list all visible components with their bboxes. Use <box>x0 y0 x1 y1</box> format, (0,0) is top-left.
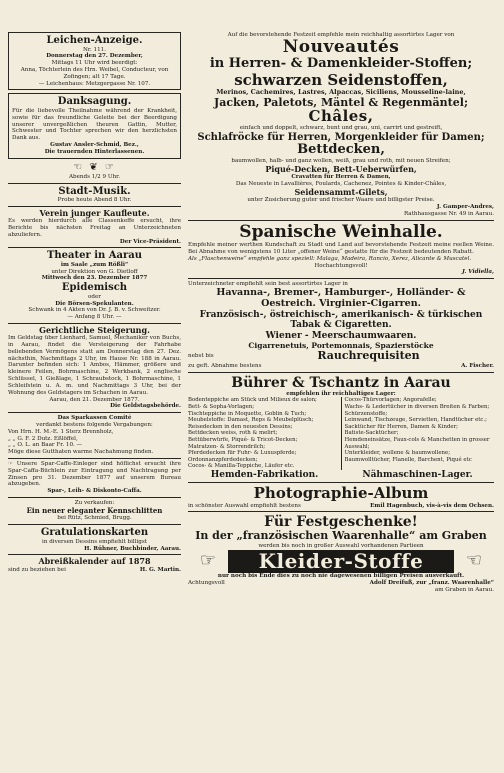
buhrer-list-item: Pferdedecken für Fuhr- & Luxuspferde; <box>188 450 297 457</box>
theater-title: Theater in Aarau <box>46 250 143 262</box>
gamper-line11: Piqué-Decken, Bett-Ueberwürfen, <box>265 164 417 175</box>
spanisch-greet: Hochachtungsvoll! <box>314 262 368 269</box>
verkauf <box>8 500 181 522</box>
buhrer-list-item: Leinwand, Tischzeuge, Servietten, Handtücher etc.; <box>344 417 487 424</box>
stadt-title: Stadt-Musik. <box>58 185 131 197</box>
fischer-l4: Tabak & Cigaretten. <box>290 320 392 331</box>
gamper-intro: Auf die bevorstehende Festzeit empfehle mein reichhaltig assortirtes Lager von <box>227 32 455 38</box>
verein-sign: Der Vice-Präsident. <box>119 238 181 245</box>
grat-sign: H. Rühner, Buchbinder, Aarau. <box>84 545 181 552</box>
theater-sub: im Saale „zum Rößli“ <box>60 261 129 268</box>
dreifuss-sub: werden bis noch in großer Auswahl vorhandenen Partieen <box>258 543 424 550</box>
fischer-l8: zu geft. Abnahme bestens <box>188 362 262 369</box>
pointing-hand-icon: ☞ <box>8 461 17 467</box>
buhrer-list-item: Bodenteppiche am Stück und Milieux de salon; <box>188 397 317 404</box>
fischer-l5: Wiener - Meerschaumwaaren. <box>265 330 417 341</box>
buhrer-list-item: Baumwolltücher, Flanelle, Barchent, Piqué etc <box>344 456 472 463</box>
buhrer-list-item: Ordonnanzpferdedecken; <box>188 456 258 463</box>
dreifuss-greet: Achtungsvoll <box>188 579 225 586</box>
buhrer-list-item: Meubelstoffe: Damast, Reps & Meubelplüsch; <box>188 417 314 424</box>
dreifuss-addr: am Graben in Aarau. <box>434 586 494 593</box>
fischer-l7: Rauchrequisiten <box>317 349 420 363</box>
spar-l1: Von Hrn. H. M.-E. 1 Sterz Brennholz, <box>8 428 114 435</box>
buhrer-list-item: Wachs- & Ledertücher in diversen Breiten & Farben; Schürzenstoffe; <box>344 404 490 417</box>
gamper-line3: schwarzen Seidenstoffen, <box>234 70 448 89</box>
fischer-sign: A. Fischer. <box>461 362 494 369</box>
spar-l4: Möge diese Gutthaten warme Nachahmung finden. <box>8 449 154 456</box>
fischer-intro: Unterzeichneter empfiehlt sein best assortirtes Lager in <box>188 281 348 288</box>
spar-l3: „ „ O. L. an Baar Fr. 10. — <box>8 442 83 449</box>
gamper-line15: unter Zusicherung guter und frischer Waare und billigster Preise. <box>247 197 435 204</box>
dreifuss-sign: Adolf Dreifuß, zur „franz. Waarenhalle“ <box>369 579 494 586</box>
theater-subtitle: Die Börsen-Spekulanten. <box>55 300 134 307</box>
gamper-line12: Cravatten für Herren & Damen, <box>291 174 391 181</box>
dank-text: Für die liebevolle Theilnahme während der Krankheit, sowie für das freundliche Geleite bei der Beerdigung unserer unvergeßlichen theuren Gattin, Mutter, Schwester und Tochter sprechen wir den herzlichsten Dank aus. <box>12 107 177 142</box>
photo-title: Photographie-Album <box>253 484 429 503</box>
grat-title: Gratulationskarten <box>40 527 149 539</box>
buhrer-list-item: Batiste-Sacktücher; <box>344 430 399 437</box>
pointing-hand-left-icon: ☜ <box>465 550 483 572</box>
gamper-line8: Schlafröcke für Herren, Morgenkleider für Damen; <box>197 131 485 143</box>
fischer-l6: Cigarrenetuis, Portemonnais, Spazierstöcke <box>248 340 434 350</box>
leichen-date: Donnerstag den 27. Dezember, <box>46 53 143 60</box>
leichen-note: — Leichenhaus: Metzgergasse Nr. 107. <box>38 80 151 87</box>
spanisch-title: Spanische Weinhalle. <box>239 221 443 242</box>
spanisch-text: Empfehle meiner werthen Kundschaft zu Stadt und Land auf bevorstehende Festzeit meine reellen Weine. Bei Abnahme von wenigstens 10 Liter „offener Weine“ gestatte für die Festzeit bedeutenden Rabatt. <box>188 242 494 256</box>
verkauf-sub: bei Rütz, Schmied, Brugg. <box>57 515 132 522</box>
grat-text: in diversen Dessins empfiehlt billigst <box>42 538 147 545</box>
photo-text: in schönster Auswahl empfiehlt bestens <box>188 502 301 509</box>
pointing-hand-right-icon: ☞ <box>199 550 217 572</box>
buhrer-list-item: Hemdeneinsätze, Faux-cols & Manchetten in grosser Auswahl; <box>344 437 490 450</box>
abreiss-title: Abreißkalender auf 1878 <box>38 556 151 567</box>
sparkasse <box>8 415 181 456</box>
buhrer-list-item: Cocos-Thürvorlagen; Angorafelle; <box>344 397 437 404</box>
dank-title: Danksagung. <box>57 96 132 108</box>
leichen-anzeige <box>8 32 181 90</box>
gericht-text: Im Geldstag über Lienhard, Samuel, Mechaniker von Buchs, in Aarau, findet die Versteigerung der Fahrhabe beliebenden Vermögens statt am Donnerstag den 27. Dez. nächsthin, Nachmittags 2 Uhr, im Hause Nr. 188 in Aarau. Darunter befinden sich: 1 Ambos, Hämmer, größere und kleinere Feilen, Bohrmaschine, 2 Werkbank, 2 englische Schlüssel, 1 Gießlage, 1 Schraubstock, 1 Bohrmaschine, 1 Schleifstein u. A. m. und Nachmittags 3 Uhr, bei der Wohnung des Geldstagers im Schachen in Aarau. <box>8 335 181 396</box>
buhrer-list-item: Reisedecken in den neuesten Dessins; <box>188 423 293 430</box>
fischer-l1: Havanna-, Bremer-, Hamburger-, Holländer- & <box>216 287 466 299</box>
gamper-line5: Jacken, Paletots, Mäntel & Regenmäntel; <box>214 95 468 109</box>
leichen-title: Leichen-Anzeige. <box>46 35 143 46</box>
theater-play: Epidemisch <box>61 282 128 294</box>
dank-names: Gustav Ansler-Schmid, Bez., <box>50 141 139 148</box>
verein-text: Es werden hierdurch alle Classenkeffe ersucht, ihre Berichte bis nächsten Freitag an Unterzeichneten abzuliefern. <box>8 218 181 238</box>
stadt-sub: Probe heute Abend 8 Uhr. <box>57 197 132 204</box>
theater-desc: Schwank in 4 Akten von Dr. J. B. v. Schweitzer. <box>28 307 161 314</box>
kaffee-text: Unsere Spar-Caffe-Einleger sind höflichst ersucht ihre Spar-Caffa-Büchlein zur Eintragung und Nachtragung per Zinsen pro 31. Dezember 1877 auf unserem Bureau abzugeben. <box>8 461 182 488</box>
buhrer-list-item: Bett- & Sopha-Vorlagen; <box>188 404 255 411</box>
right-column <box>188 32 494 754</box>
theater-date: Mittwoch den 23. Dezember 1877 <box>41 275 148 282</box>
gamper-line7: einfach und doppelt, schwarz, bunt und grau, uni, carrirt und gestreift, <box>239 125 443 132</box>
gamper-line6: Châles, <box>308 107 374 126</box>
gamper-sign: J. Gamper-Andres, <box>436 204 494 211</box>
buhrer-right-list <box>342 397 495 470</box>
theater-start: — Anfang 8 Uhr. — <box>67 314 122 321</box>
abreisskalender <box>8 557 181 573</box>
buhrer-list-item: Bettüberwürfe, Piqué- & Tricot-Decken; <box>188 437 298 444</box>
gericht <box>8 326 181 410</box>
spanisch-flaschen: Als „Flaschenweine“ empfehle ganz speziell: Malaga, Madeira, Rancio, Xerez, Alicante & Muscatel. <box>188 255 472 262</box>
verein <box>8 209 181 245</box>
spanisch-ad <box>188 223 494 277</box>
buhrer-sub: empfehlen ihr reichhaltiges Lager: <box>286 390 396 397</box>
gericht-date: Aarau, den 21. Dezember 1877. <box>49 396 140 403</box>
gamper-line10: baumwollen, halb- und ganz wollen, weiß, grau und roth, mit neuen Streifen; <box>231 158 451 165</box>
verkauf-item: Ein neuer eleganter Kennschlitten <box>26 505 163 515</box>
photo-sign: Emil Hagenbuch, vis-à-vis dem Ochsen. <box>370 502 494 509</box>
buhrer-title: Bührer & Tschantz in Aarau <box>231 374 451 391</box>
dreifuss-foot: nur noch bis Ende dies zu noch nie dagewesenen billigen Preisen ausverkauft. <box>217 572 465 579</box>
gamper-line4: Merinos, Cachemires, Lastres, Alpaccas, Siciliens, Mousseline-laine, <box>216 87 466 96</box>
buhrer-list-item: Bettdecken weiss, roth & melirt; <box>188 430 278 437</box>
gamper-line2: in Herren- & Damenkleider-Stoffen; <box>209 55 473 71</box>
spar-l2: „ „ G. F. 2 Dutz. Eßlöffel, <box>8 435 78 442</box>
fischer-l3: Französisch-, östreichisch-, amerikanisch- & türkischen <box>199 309 483 320</box>
spanisch-sign: J. Vidiella, <box>462 269 494 276</box>
buhrer-foot-left: Hemden-Fabrikation. <box>210 469 319 480</box>
dreifuss-ad <box>188 514 494 593</box>
buhrer-foot-right: Nähmaschinen-Lager. <box>362 469 473 480</box>
fischer-l2: Oestreich. Virginier-Cigarren. <box>261 298 421 309</box>
photo-ad <box>188 485 494 509</box>
gratulation <box>8 527 181 552</box>
left-column <box>8 32 181 754</box>
buhrer-list-item: Unterkleider, wollene & baumwollene; <box>344 450 451 457</box>
gericht-sign: Die Geldstagsbehörde. <box>110 403 181 410</box>
abreiss-sign: H. G. Martin. <box>139 566 181 573</box>
dank-sign: Die trauernden Hinterlassenen. <box>44 148 145 155</box>
abreiss-text: sind zu beziehen bei <box>8 566 66 573</box>
hands-icon: ☜ ❦ ☞ <box>73 161 116 173</box>
theater-dir: unter Direktion von G. Dietloff <box>51 268 138 275</box>
theater-oder: oder <box>88 293 101 300</box>
gamper-line9: Bettdecken, <box>297 142 385 158</box>
verein-title: Verein junger Kaufleute. <box>39 207 150 218</box>
buhrer-list-item: Sacktücher für Herren, Damen & Kinder; <box>344 423 458 430</box>
fischer-l7a: nebst bis <box>188 353 214 359</box>
leichen-text: Anna, Töchterlein des Hrn. Weibel, Conducteur, von Zofingen; alt 17 Tage. <box>20 66 169 80</box>
gamper-headline: Nouveautés <box>282 36 400 57</box>
buhrer-list-item: Matratzen- & Storrendrilch; <box>188 443 266 450</box>
kaffee-sign: Spar-, Leih- & Diskonto-Caffa. <box>47 488 142 495</box>
gamper-line14: Seidensammt-Gilets, <box>294 187 388 198</box>
buhrer-ad <box>188 375 494 481</box>
buhrer-left-list <box>188 397 342 470</box>
dreifuss-big: Kleider-Stoffe <box>228 550 454 573</box>
danksagung <box>8 93 181 158</box>
leichen-number: Nr. 111. <box>83 46 106 53</box>
gericht-title: Gerichtliche Steigerung. <box>39 325 150 335</box>
dreifuss-head: Für Festgeschenke! <box>264 514 418 531</box>
spar-text: verdankt bestens folgende Vergabungen: <box>36 421 153 428</box>
fischer-ad <box>188 281 494 369</box>
buhrer-list-item: Tischteppiche in Moquette, Goblin & Tuch; <box>188 410 307 417</box>
buhrer-list-item: Cocos- & Manilla-Teppiche, Läufer etc. <box>188 463 295 470</box>
theater <box>8 250 181 321</box>
leichen-time: Mittags 11 Uhr wird beerdigt: <box>51 60 138 67</box>
abend-text: Abends 1/2 9 Uhr. <box>68 173 121 180</box>
kaffee <box>8 461 181 495</box>
verkauf-title: Zu verkaufen: <box>74 500 115 507</box>
gamper-line13: Das Neueste in Lavallières, Foulards, Cachenez, Pointes & Kinder-Châles, <box>235 181 447 188</box>
stadt-musik <box>8 186 181 204</box>
spar-title: Das Sparkassen Comité <box>57 415 132 422</box>
dreifuss-line: In der „französischen Waarenhalle“ am Graben <box>195 529 487 543</box>
gamper-ad <box>188 32 494 218</box>
gamper-addr: Rathhausgasse Nr. 49 in Aarau. <box>403 210 494 217</box>
